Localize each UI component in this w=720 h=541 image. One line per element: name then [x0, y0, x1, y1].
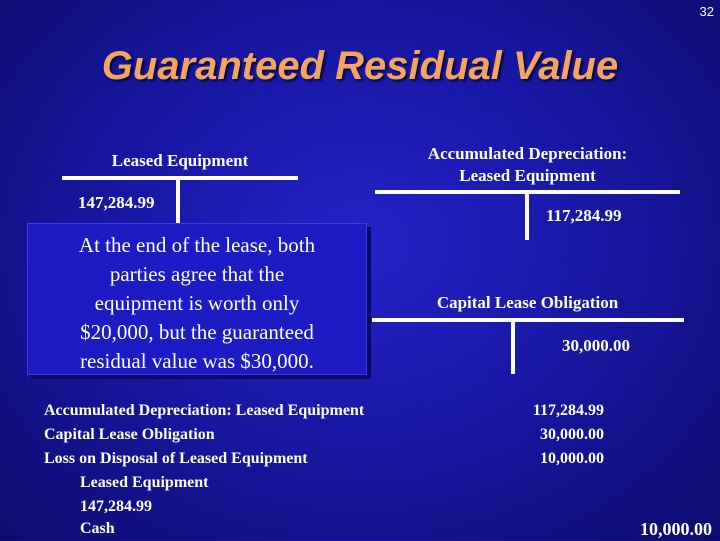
t-account-vertical-line [176, 176, 180, 226]
t-account-credit-value: 117,284.99 [546, 206, 622, 225]
journal-account: Leased Equipment [80, 474, 209, 491]
journal-amount: 10,000.00 [540, 450, 604, 467]
t-account-title-line2: Leased Equipment [459, 166, 596, 185]
journal-amount: 30,000.00 [540, 426, 604, 443]
slide-title: Guaranteed Residual Value [101, 44, 619, 88]
journal-account: Cash [80, 520, 115, 537]
journal-amount: 117,284.99 [532, 402, 604, 419]
journal-account: Capital Lease Obligation [44, 426, 215, 443]
callout-line: parties agree that the [109, 262, 285, 286]
journal-amount: 147,284.99 [80, 498, 152, 515]
t-account-vertical-line [525, 190, 529, 240]
t-account-title: Leased Equipment [111, 151, 249, 170]
t-account-horizontal-line [62, 176, 298, 180]
page-number: 32 [699, 4, 714, 19]
t-account-title-line1: Accumulated Depreciation: [427, 144, 628, 163]
callout-text [28, 224, 366, 376]
journal-account: Loss on Disposal of Leased Equipment [44, 450, 308, 467]
journal-account: Accumulated Depreciation: Leased Equipment [44, 402, 365, 419]
t-account-debit-value: 147,284.99 [78, 193, 155, 212]
t-account-credit-value: 30,000.00 [562, 336, 630, 355]
callout-box [27, 223, 367, 375]
callout-line: residual value was $30,000. [80, 349, 314, 373]
callout-line: equipment is worth only [94, 291, 300, 315]
t-account-title: Capital Lease Obligation [436, 293, 619, 312]
callout-line: At the end of the lease, both [78, 233, 316, 257]
callout-line: $20,000, but the guaranteed [80, 320, 314, 344]
t-account-vertical-line [511, 318, 515, 374]
journal-amount: 10,000.00 [640, 519, 712, 539]
t-account-horizontal-line [372, 318, 684, 322]
